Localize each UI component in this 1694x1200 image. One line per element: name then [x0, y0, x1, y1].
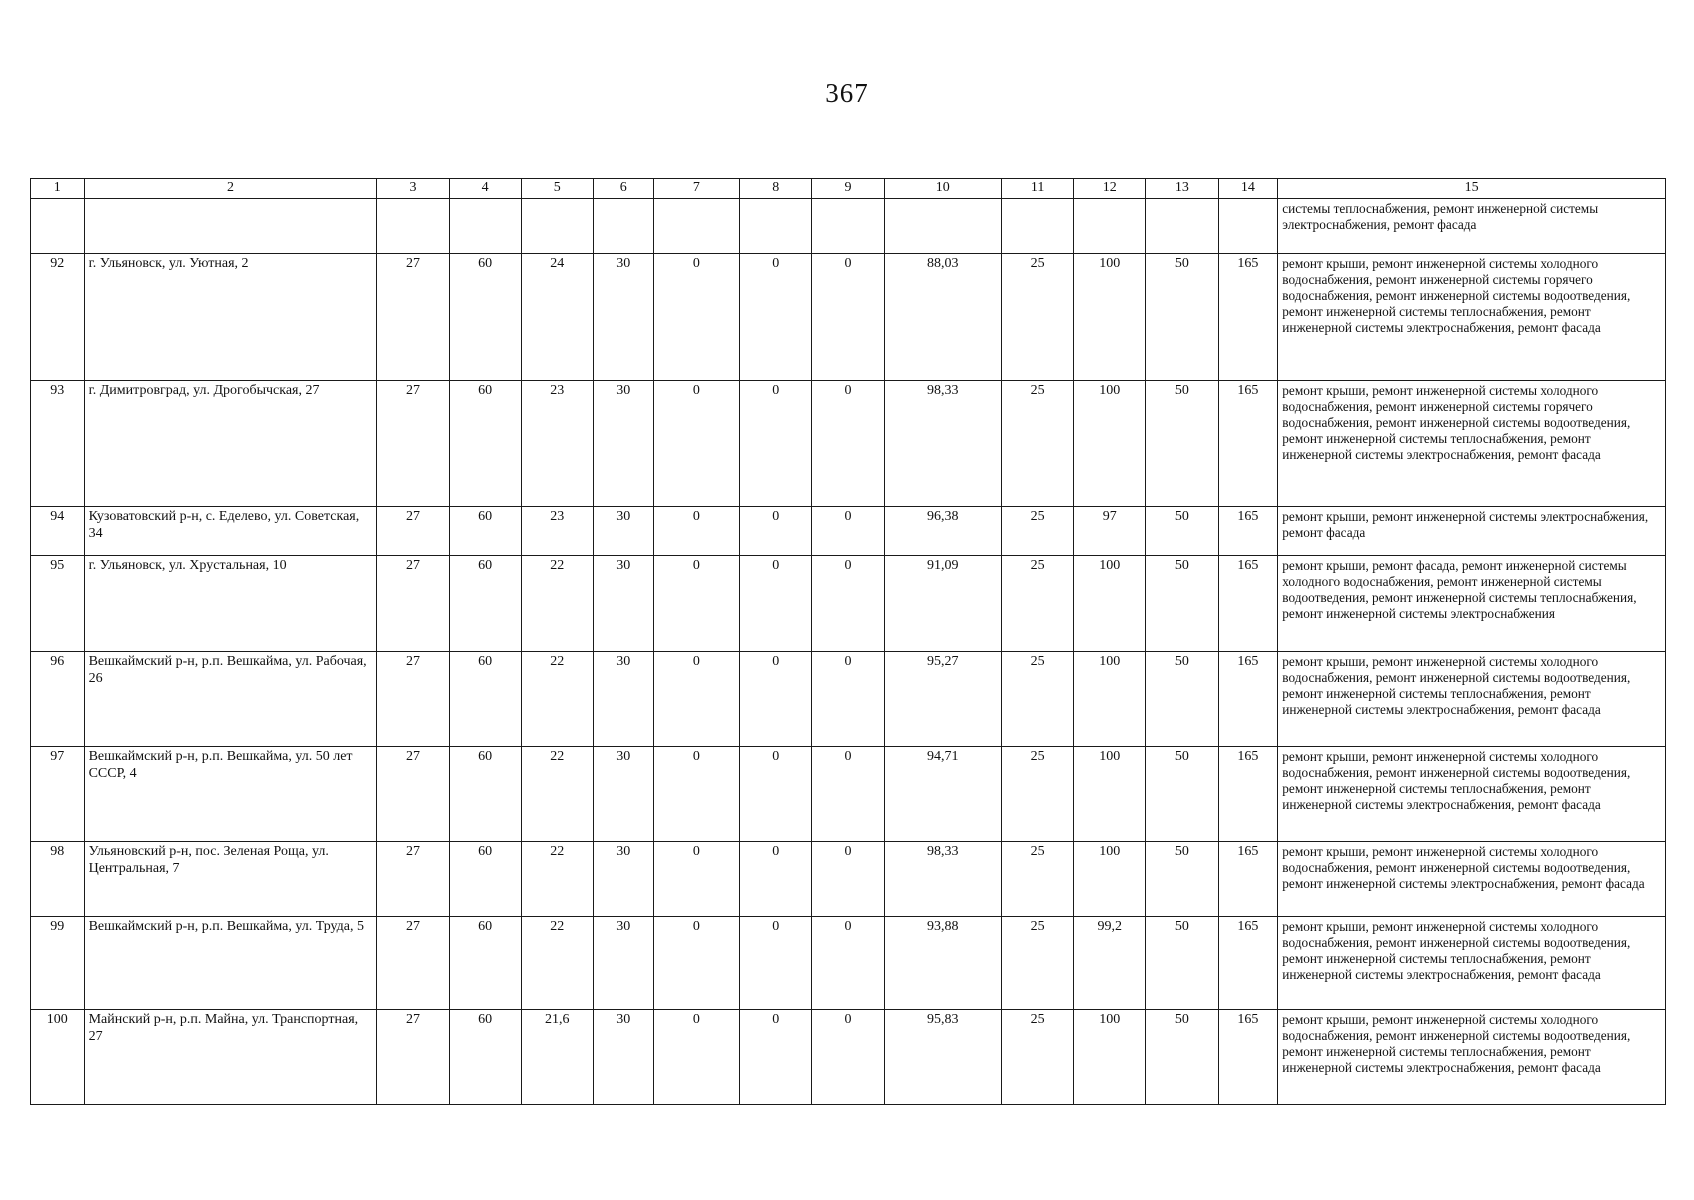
row-number-cell: 94: [31, 506, 85, 555]
value-cell-14: 165: [1218, 506, 1278, 555]
empty-cell: [884, 198, 1002, 253]
value-cell-3: 27: [377, 651, 449, 746]
value-cell-12: 100: [1074, 253, 1146, 380]
column-number-header: [31, 179, 1666, 199]
value-cell-12: 100: [1074, 651, 1146, 746]
table-row: [31, 555, 1666, 651]
value-cell-5: 22: [521, 841, 593, 916]
value-cell-14: 165: [1218, 1009, 1278, 1104]
value-cell-13: 50: [1146, 841, 1218, 916]
value-cell-9: 0: [812, 746, 884, 841]
value-cell-6: 30: [593, 1009, 653, 1104]
value-cell-9: 0: [812, 651, 884, 746]
row-number-cell: 96: [31, 651, 85, 746]
value-cell-13: 50: [1146, 916, 1218, 1009]
empty-cell: [653, 198, 740, 253]
value-cell-4: 60: [449, 1009, 521, 1104]
value-cell-8: 0: [740, 506, 812, 555]
value-cell-4: 60: [449, 506, 521, 555]
value-cell-6: 30: [593, 841, 653, 916]
value-cell-10: 96,38: [884, 506, 1002, 555]
column-header: 10: [884, 179, 1002, 199]
works-cell: ремонт крыши, ремонт инженерной системы холодного водоснабжения, ремонт инженерной системы водоотведения, ремонт инженерной системы теплоснабжения, ремонт инженерной системы электроснабжения, ремонт фасада: [1278, 916, 1666, 1009]
value-cell-14: 165: [1218, 651, 1278, 746]
value-cell-13: 50: [1146, 1009, 1218, 1104]
value-cell-13: 50: [1146, 746, 1218, 841]
value-cell-11: 25: [1002, 746, 1074, 841]
address-cell: Вешкаймский р-н, р.п. Вешкайма, ул. Труда, 5: [84, 916, 377, 1009]
value-cell-10: 94,71: [884, 746, 1002, 841]
works-cell: ремонт крыши, ремонт инженерной системы холодного водоснабжения, ремонт инженерной системы водоотведения, ремонт инженерной системы теплоснабжения, ремонт инженерной системы электроснабжения, ремонт фасада: [1278, 746, 1666, 841]
works-cell: ремонт крыши, ремонт инженерной системы холодного водоснабжения, ремонт инженерной системы водоотведения, ремонт инженерной системы теплоснабжения, ремонт инженерной системы электроснабжения, ремонт фасада: [1278, 1009, 1666, 1104]
value-cell-7: 0: [653, 253, 740, 380]
value-cell-11: 25: [1002, 651, 1074, 746]
value-cell-9: 0: [812, 916, 884, 1009]
value-cell-8: 0: [740, 555, 812, 651]
empty-cell: [1146, 198, 1218, 253]
address-cell: Ульяновский р-н, пос. Зеленая Роща, ул. Центральная, 7: [84, 841, 377, 916]
column-header: 2: [84, 179, 377, 199]
value-cell-10: 95,27: [884, 651, 1002, 746]
address-cell: Майнский р-н, р.п. Майна, ул. Транспортная, 27: [84, 1009, 377, 1104]
table-row: [31, 746, 1666, 841]
value-cell-14: 165: [1218, 555, 1278, 651]
value-cell-10: 98,33: [884, 380, 1002, 506]
row-number-cell: 99: [31, 916, 85, 1009]
empty-cell: [377, 198, 449, 253]
value-cell-9: 0: [812, 1009, 884, 1104]
table-row: [31, 916, 1666, 1009]
value-cell-12: 100: [1074, 380, 1146, 506]
value-cell-12: 97: [1074, 506, 1146, 555]
works-cell: ремонт крыши, ремонт инженерной системы холодного водоснабжения, ремонт инженерной системы горячего водоснабжения, ремонт инженерной системы водоотведения, ремонт инженерной системы теплоснабжения, ремонт инженерной системы электроснабжения, ремонт фасада: [1278, 380, 1666, 506]
column-header: 8: [740, 179, 812, 199]
value-cell-7: 0: [653, 841, 740, 916]
empty-cell: [1218, 198, 1278, 253]
empty-cell: [593, 198, 653, 253]
value-cell-8: 0: [740, 253, 812, 380]
empty-cell: [740, 198, 812, 253]
empty-cell: [1002, 198, 1074, 253]
value-cell-5: 22: [521, 746, 593, 841]
value-cell-3: 27: [377, 380, 449, 506]
value-cell-11: 25: [1002, 380, 1074, 506]
value-cell-13: 50: [1146, 555, 1218, 651]
value-cell-14: 165: [1218, 746, 1278, 841]
value-cell-9: 0: [812, 380, 884, 506]
value-cell-5: 22: [521, 555, 593, 651]
value-cell-13: 50: [1146, 253, 1218, 380]
value-cell-5: 22: [521, 651, 593, 746]
works-cell: ремонт крыши, ремонт инженерной системы холодного водоснабжения, ремонт инженерной системы горячего водоснабжения, ремонт инженерной системы водоотведения, ремонт инженерной системы теплоснабжения, ремонт инженерной системы электроснабжения, ремонт фасада: [1278, 253, 1666, 380]
value-cell-7: 0: [653, 746, 740, 841]
value-cell-7: 0: [653, 916, 740, 1009]
works-cell: ремонт крыши, ремонт инженерной системы электроснабжения, ремонт фасада: [1278, 506, 1666, 555]
value-cell-11: 25: [1002, 1009, 1074, 1104]
value-cell-4: 60: [449, 746, 521, 841]
value-cell-14: 165: [1218, 380, 1278, 506]
address-cell: Вешкаймский р-н, р.п. Вешкайма, ул. 50 лет СССР, 4: [84, 746, 377, 841]
works-cell: ремонт крыши, ремонт инженерной системы холодного водоснабжения, ремонт инженерной системы водоотведения, ремонт инженерной системы электроснабжения, ремонт фасада: [1278, 841, 1666, 916]
value-cell-12: 100: [1074, 746, 1146, 841]
value-cell-6: 30: [593, 506, 653, 555]
table-row: [31, 253, 1666, 380]
value-cell-10: 98,33: [884, 841, 1002, 916]
value-cell-3: 27: [377, 916, 449, 1009]
value-cell-11: 25: [1002, 555, 1074, 651]
value-cell-6: 30: [593, 253, 653, 380]
table-row: [31, 1009, 1666, 1104]
column-header: 14: [1218, 179, 1278, 199]
value-cell-10: 91,09: [884, 555, 1002, 651]
value-cell-14: 165: [1218, 253, 1278, 380]
row-number-cell: 93: [31, 380, 85, 506]
table-row: [31, 841, 1666, 916]
value-cell-5: 23: [521, 380, 593, 506]
value-cell-7: 0: [653, 651, 740, 746]
value-cell-6: 30: [593, 916, 653, 1009]
value-cell-12: 100: [1074, 555, 1146, 651]
value-cell-12: 100: [1074, 841, 1146, 916]
value-cell-8: 0: [740, 651, 812, 746]
value-cell-3: 27: [377, 841, 449, 916]
address-cell: г. Ульяновск, ул. Хрустальная, 10: [84, 555, 377, 651]
table-row: [31, 506, 1666, 555]
value-cell-13: 50: [1146, 651, 1218, 746]
value-cell-3: 27: [377, 555, 449, 651]
column-header: 13: [1146, 179, 1218, 199]
value-cell-13: 50: [1146, 506, 1218, 555]
value-cell-7: 0: [653, 380, 740, 506]
column-header: 12: [1074, 179, 1146, 199]
row-number-cell: 92: [31, 253, 85, 380]
value-cell-3: 27: [377, 253, 449, 380]
value-cell-10: 95,83: [884, 1009, 1002, 1104]
row-number-cell: 100: [31, 1009, 85, 1104]
value-cell-11: 25: [1002, 253, 1074, 380]
value-cell-6: 30: [593, 555, 653, 651]
table-row: [31, 651, 1666, 746]
value-cell-13: 50: [1146, 380, 1218, 506]
page-number: 367: [825, 78, 869, 108]
value-cell-5: 24: [521, 253, 593, 380]
value-cell-11: 25: [1002, 841, 1074, 916]
continuation-row: [31, 198, 1666, 253]
value-cell-3: 27: [377, 1009, 449, 1104]
column-header: 5: [521, 179, 593, 199]
empty-cell: [449, 198, 521, 253]
address-cell: Кузоватовский р-н, с. Еделево, ул. Советская, 34: [84, 506, 377, 555]
value-cell-12: 99,2: [1074, 916, 1146, 1009]
value-cell-4: 60: [449, 916, 521, 1009]
value-cell-12: 100: [1074, 1009, 1146, 1104]
address-cell: Вешкаймский р-н, р.п. Вешкайма, ул. Рабочая, 26: [84, 651, 377, 746]
column-header: 11: [1002, 179, 1074, 199]
address-cell: г. Ульяновск, ул. Уютная, 2: [84, 253, 377, 380]
value-cell-14: 165: [1218, 916, 1278, 1009]
value-cell-7: 0: [653, 506, 740, 555]
value-cell-6: 30: [593, 651, 653, 746]
value-cell-9: 0: [812, 841, 884, 916]
row-number-cell: 95: [31, 555, 85, 651]
row-number-cell: 98: [31, 841, 85, 916]
column-header: 4: [449, 179, 521, 199]
register-table: [30, 178, 1666, 1105]
value-cell-4: 60: [449, 253, 521, 380]
empty-cell: [521, 198, 593, 253]
empty-cell: [31, 198, 85, 253]
value-cell-8: 0: [740, 1009, 812, 1104]
empty-cell: [812, 198, 884, 253]
value-cell-9: 0: [812, 555, 884, 651]
value-cell-4: 60: [449, 651, 521, 746]
value-cell-9: 0: [812, 506, 884, 555]
column-header: 7: [653, 179, 740, 199]
value-cell-8: 0: [740, 746, 812, 841]
value-cell-8: 0: [740, 841, 812, 916]
address-cell: г. Димитровград, ул. Дрогобычская, 27: [84, 380, 377, 506]
row-number-cell: 97: [31, 746, 85, 841]
value-cell-14: 165: [1218, 841, 1278, 916]
value-cell-3: 27: [377, 746, 449, 841]
table-row: [31, 380, 1666, 506]
works-cell: ремонт крыши, ремонт инженерной системы холодного водоснабжения, ремонт инженерной системы водоотведения, ремонт инженерной системы теплоснабжения, ремонт инженерной системы электроснабжения, ремонт фасада: [1278, 651, 1666, 746]
value-cell-5: 21,6: [521, 1009, 593, 1104]
column-header: 1: [31, 179, 85, 199]
column-header: 9: [812, 179, 884, 199]
column-header: 15: [1278, 179, 1666, 199]
value-cell-7: 0: [653, 1009, 740, 1104]
value-cell-11: 25: [1002, 916, 1074, 1009]
value-cell-4: 60: [449, 841, 521, 916]
value-cell-4: 60: [449, 380, 521, 506]
works-cell: системы теплоснабжения, ремонт инженерной системы электроснабжения, ремонт фасада: [1278, 198, 1666, 253]
value-cell-5: 23: [521, 506, 593, 555]
value-cell-3: 27: [377, 506, 449, 555]
column-header: 6: [593, 179, 653, 199]
value-cell-10: 93,88: [884, 916, 1002, 1009]
value-cell-11: 25: [1002, 506, 1074, 555]
value-cell-8: 0: [740, 916, 812, 1009]
value-cell-5: 22: [521, 916, 593, 1009]
value-cell-4: 60: [449, 555, 521, 651]
value-cell-7: 0: [653, 555, 740, 651]
value-cell-6: 30: [593, 746, 653, 841]
works-cell: ремонт крыши, ремонт фасада, ремонт инженерной системы холодного водоснабжения, ремонт инженерной системы водоотведения, ремонт инженерной системы теплоснабжения, ремонт инженерной системы электроснабжения: [1278, 555, 1666, 651]
value-cell-9: 0: [812, 253, 884, 380]
value-cell-10: 88,03: [884, 253, 1002, 380]
value-cell-6: 30: [593, 380, 653, 506]
value-cell-8: 0: [740, 380, 812, 506]
empty-cell: [84, 198, 377, 253]
empty-cell: [1074, 198, 1146, 253]
column-header: 3: [377, 179, 449, 199]
